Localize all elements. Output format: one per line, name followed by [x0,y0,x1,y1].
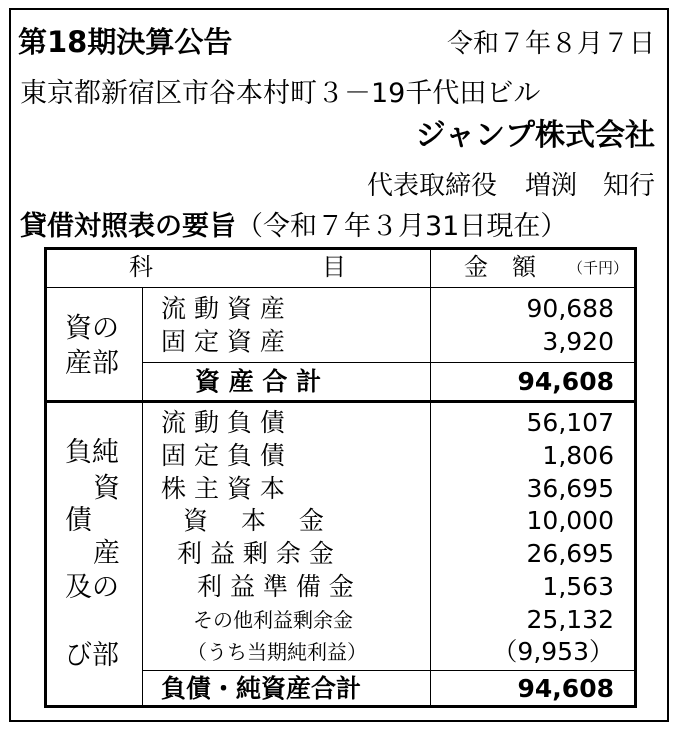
company-name: ジャンプ株式会社 [415,118,655,153]
liab-label: 利 益 剰 余 金 [177,539,334,568]
asset-value: 3,920 [542,327,614,356]
liab-value: 25,132 [526,605,614,634]
assets-total-row [47,369,634,398]
company-address: 東京都新宿区市谷本村町３－19千代田ビル [20,78,541,109]
header-amount: 金 額 [464,253,536,281]
liab-row [47,410,634,439]
liab-value: 1,563 [542,572,614,601]
liab-row [47,443,634,472]
assets-total-value: 94,608 [517,367,614,396]
representative [367,173,655,199]
asset-row [47,329,634,358]
liab-total-rule [142,670,634,671]
rep-title: 代表取締役 [366,171,497,201]
asset-row [47,296,634,325]
balance-sheet-heading [20,213,567,240]
notice-date: 令和７年８月７日 [446,29,655,59]
liab-section-label: 資 [93,473,120,504]
assets-total-rule [142,362,634,363]
liab-section-label: 及の [65,572,119,603]
liab-value: 1,806 [542,441,614,470]
liab-section-label: 産 [93,538,120,569]
liab-label: 流 動 負 債 [161,408,285,437]
liab-row [47,538,634,570]
liab-label: 株 主 資 本 [161,474,285,503]
header-unit: （千円） [568,259,629,277]
subtitle-main: 貸借対照表の要旨 [20,211,236,242]
liab-row [47,574,634,603]
liab-section-label: 債 [65,505,92,536]
liab-row [47,473,634,505]
liab-section-label: 負純 [65,437,119,468]
asset-label: 固 定 資 産 [161,327,285,356]
asset-label: 流 動 資 産 [161,294,285,323]
liab-label: 資 本 金 [183,506,324,535]
table-header [47,250,634,288]
liab-total-value: 94,608 [517,674,614,703]
rep-name: 増渕 知行 [524,171,655,201]
liab-label: その他利益剰余金 [193,608,353,632]
liab-row [47,505,634,537]
liab-value: （9,953） [492,637,614,666]
section-divider [47,400,634,403]
balance-sheet-table [44,247,637,708]
liab-value: 36,695 [526,474,614,503]
assets-section-label-2: 産部 [65,348,119,379]
subtitle-date: （令和７年３月31日現在） [236,211,568,242]
liab-value: 56,107 [526,408,614,437]
header-col2: 目 [322,253,346,281]
liab-row [47,607,634,636]
liab-total-label: 負債・純資産合計 [161,674,362,703]
liab-total-row [47,676,634,705]
liab-section-label: び部 [65,640,119,671]
asset-value: 90,688 [526,294,614,323]
liab-row [47,637,634,671]
header-col1: 科 [129,253,153,281]
liab-label: 固 定 負 債 [161,441,285,470]
assets-total-label: 資 産 合 計 [195,367,322,396]
assets-section-label-1: 資の [65,313,119,344]
notice-title: 第18期決算公告 [18,25,233,59]
liab-label: 利 益 準 備 金 [197,572,354,601]
liab-value: 26,695 [526,539,614,568]
liab-label: （うち当期純利益） [187,640,367,664]
liab-value: 10,000 [526,506,614,535]
